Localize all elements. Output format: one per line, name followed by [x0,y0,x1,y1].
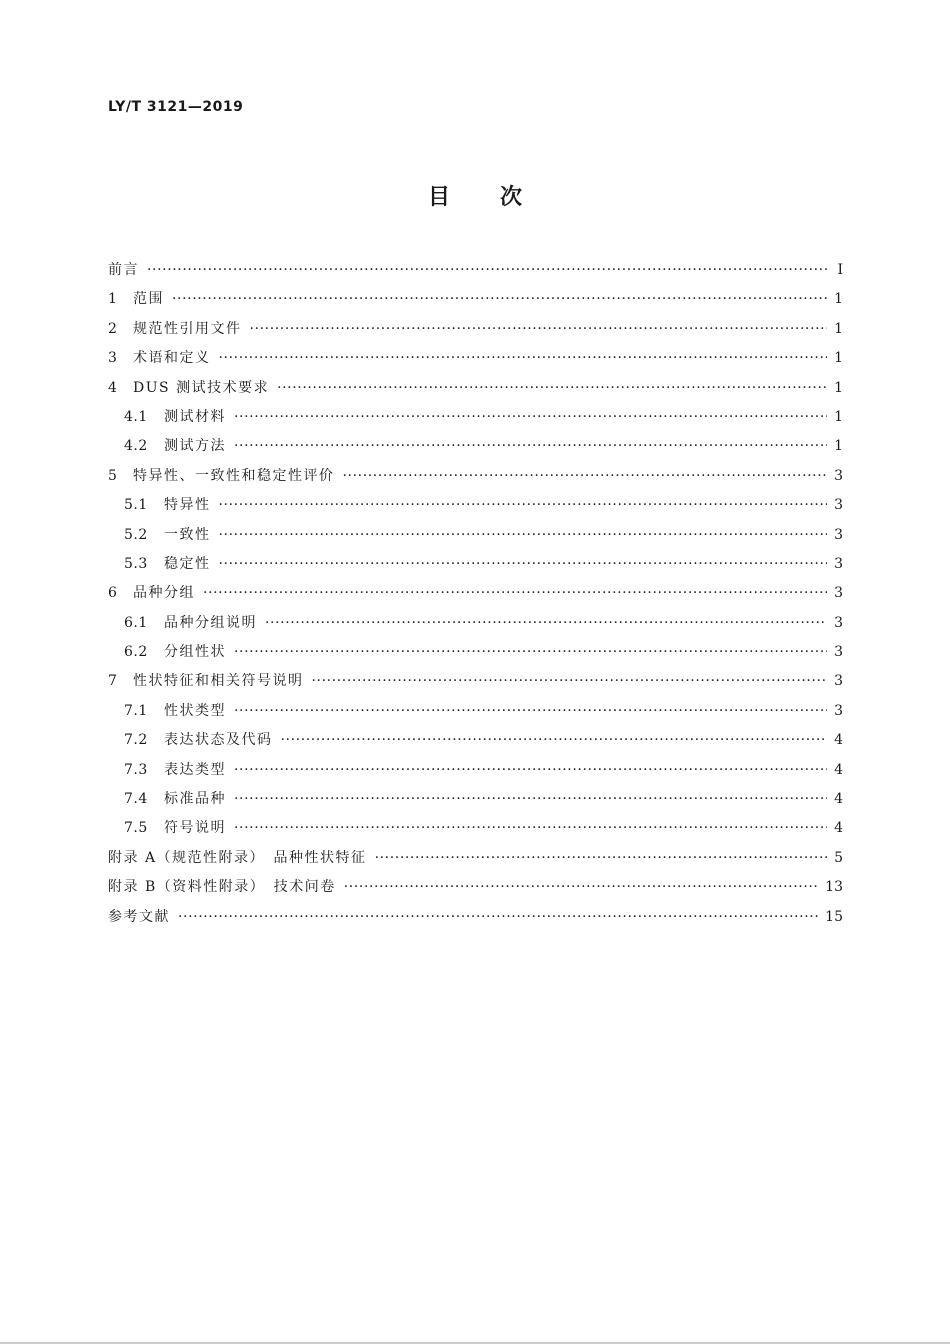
toc-entry-number: 6.1 [124,614,148,631]
toc-leader-dots [312,667,828,696]
toc-entry-page: 5 [834,849,843,866]
toc-leader-dots [172,285,827,314]
toc-subentry[interactable] [108,403,843,432]
toc-entry-label: 一致性 [164,526,211,543]
toc-entry-label: 附录 A（规范性附录） 品种性状特征 [108,849,367,866]
toc-entry-label: 测试材料 [164,408,226,425]
toc-entry-label: 品种分组说明 [164,614,257,631]
toc-leader-dots [178,903,819,932]
toc-leader-dots [234,756,827,785]
toc-entry-page: 3 [834,644,843,661]
toc-subentry[interactable] [108,550,843,579]
toc-entry-number: 4.1 [124,408,148,425]
toc-subentry[interactable] [108,491,843,520]
toc-entry-page: 1 [834,408,843,425]
toc-entry-number: 6.2 [124,644,148,661]
toc-entry-page: 1 [834,350,843,367]
toc-entry-page: 3 [834,673,843,690]
toc-leader-dots [234,638,827,667]
toc-entry-number: 5.1 [124,497,148,514]
toc-entry-page: Ⅰ [837,262,843,278]
toc-entry-page: 3 [834,614,843,631]
toc-entry-number: 5 [108,467,118,484]
toc-entry-label: 稳定性 [164,555,211,572]
toc-entry-page: 3 [834,555,843,572]
toc-entry-number: 7.1 [124,702,148,719]
toc-entry[interactable] [108,315,843,344]
page-title-char-1: 目 [427,185,450,210]
toc-leader-dots [375,844,827,873]
toc-entry-number: 7 [108,673,118,690]
toc-entry-label: DUS 测试技术要求 [133,379,270,396]
toc-leader-dots [234,403,827,432]
toc-leader-dots [234,814,827,843]
toc-subentry[interactable] [108,638,843,667]
toc-entry-page: 3 [834,702,843,719]
toc-entry-page: 3 [834,467,843,484]
toc-leader-dots [219,521,828,550]
toc-entry-page: 3 [834,585,843,602]
toc-leader-dots [250,315,828,344]
toc-leader-dots [203,579,827,608]
toc-entry-page: 15 [825,908,843,925]
toc-leader-dots [219,344,828,373]
toc-entry-label: 范围 [133,291,164,308]
toc-entry-label: 特异性 [164,497,211,514]
toc-entry-page: 4 [834,791,843,808]
toc-entry[interactable] [108,462,843,491]
toc-entry-number: 1 [108,291,118,308]
toc-entry-page: 1 [834,291,843,308]
toc-entry-appendix-a[interactable] [108,844,843,873]
toc-entry-label: 表达状态及代码 [164,732,273,749]
toc-entry[interactable] [108,374,843,403]
toc-entry-label: 性状特征和相关符号说明 [133,673,304,690]
standard-code: LY/T 3121—2019 [108,99,244,115]
toc-subentry[interactable] [108,756,843,785]
toc-entry-page: 3 [834,526,843,543]
toc-entry-number: 7.2 [124,732,148,749]
toc-entry-label: 前言 [108,262,139,278]
toc-entry-label: 符号说明 [164,820,226,837]
toc-entry-number: 5.3 [124,555,148,572]
toc-entry-label: 测试方法 [164,438,226,455]
toc-entry-page: 13 [825,879,843,896]
toc-entry-label: 特异性、一致性和稳定性评价 [133,467,335,484]
toc-entry-number: 4.2 [124,438,148,455]
toc-entry[interactable] [108,579,843,608]
toc-leader-dots [343,462,828,491]
toc-entry-label: 术语和定义 [133,350,211,367]
toc-subentry[interactable] [108,726,843,755]
toc-entry-number: 6 [108,585,118,602]
toc-entry-page: 1 [834,379,843,396]
toc-entry-page: 1 [834,320,843,337]
toc-entry-page: 3 [834,497,843,514]
toc-entry-number: 4 [108,379,118,396]
toc-entry-number: 7.3 [124,761,148,778]
toc-subentry[interactable] [108,697,843,726]
toc-entry[interactable] [108,344,843,373]
toc-leader-dots [234,697,827,726]
toc-entry[interactable] [108,256,843,285]
toc-leader-dots [234,432,827,461]
toc-subentry[interactable] [108,521,843,550]
toc-entry-page: 4 [834,761,843,778]
toc-entry-page: 4 [834,732,843,749]
toc-entry-label: 品种分组 [133,585,195,602]
toc-leader-dots [147,256,827,285]
toc-leader-dots [277,374,827,403]
toc-leader-dots [265,609,827,638]
toc-leader-dots [281,726,828,755]
toc-entry-label: 规范性引用文件 [133,320,242,337]
toc-entry-number: 7.4 [124,791,148,808]
toc-subentry[interactable] [108,432,843,461]
toc-entry-label: 表达类型 [164,761,226,778]
toc-entry-number: 5.2 [124,526,148,543]
page-title-char-2: 次 [500,185,523,210]
toc-subentry[interactable] [108,785,843,814]
page-title [0,180,950,211]
toc-leader-dots [219,550,828,579]
table-of-contents [108,256,843,932]
toc-leader-dots [219,491,828,520]
toc-leader-dots [234,785,827,814]
toc-entry-page: 1 [834,438,843,455]
toc-entry[interactable] [108,667,843,696]
toc-subentry[interactable] [108,814,843,843]
toc-entry[interactable] [108,285,843,314]
toc-entry-label: 分组性状 [164,644,226,661]
toc-entry-label: 性状类型 [164,702,226,719]
toc-subentry[interactable] [108,609,843,638]
toc-entry-references[interactable] [108,903,843,932]
toc-entry-number: 2 [108,320,118,337]
toc-entry-appendix-b[interactable] [108,873,843,902]
toc-entry-label: 标准品种 [164,791,226,808]
toc-entry-number: 7.5 [124,820,148,837]
toc-entry-label: 参考文献 [108,908,170,925]
toc-leader-dots [344,873,819,902]
toc-entry-label: 附录 B（资料性附录） 技术问卷 [108,879,336,896]
toc-entry-page: 4 [834,820,843,837]
toc-entry-number: 3 [108,350,118,367]
